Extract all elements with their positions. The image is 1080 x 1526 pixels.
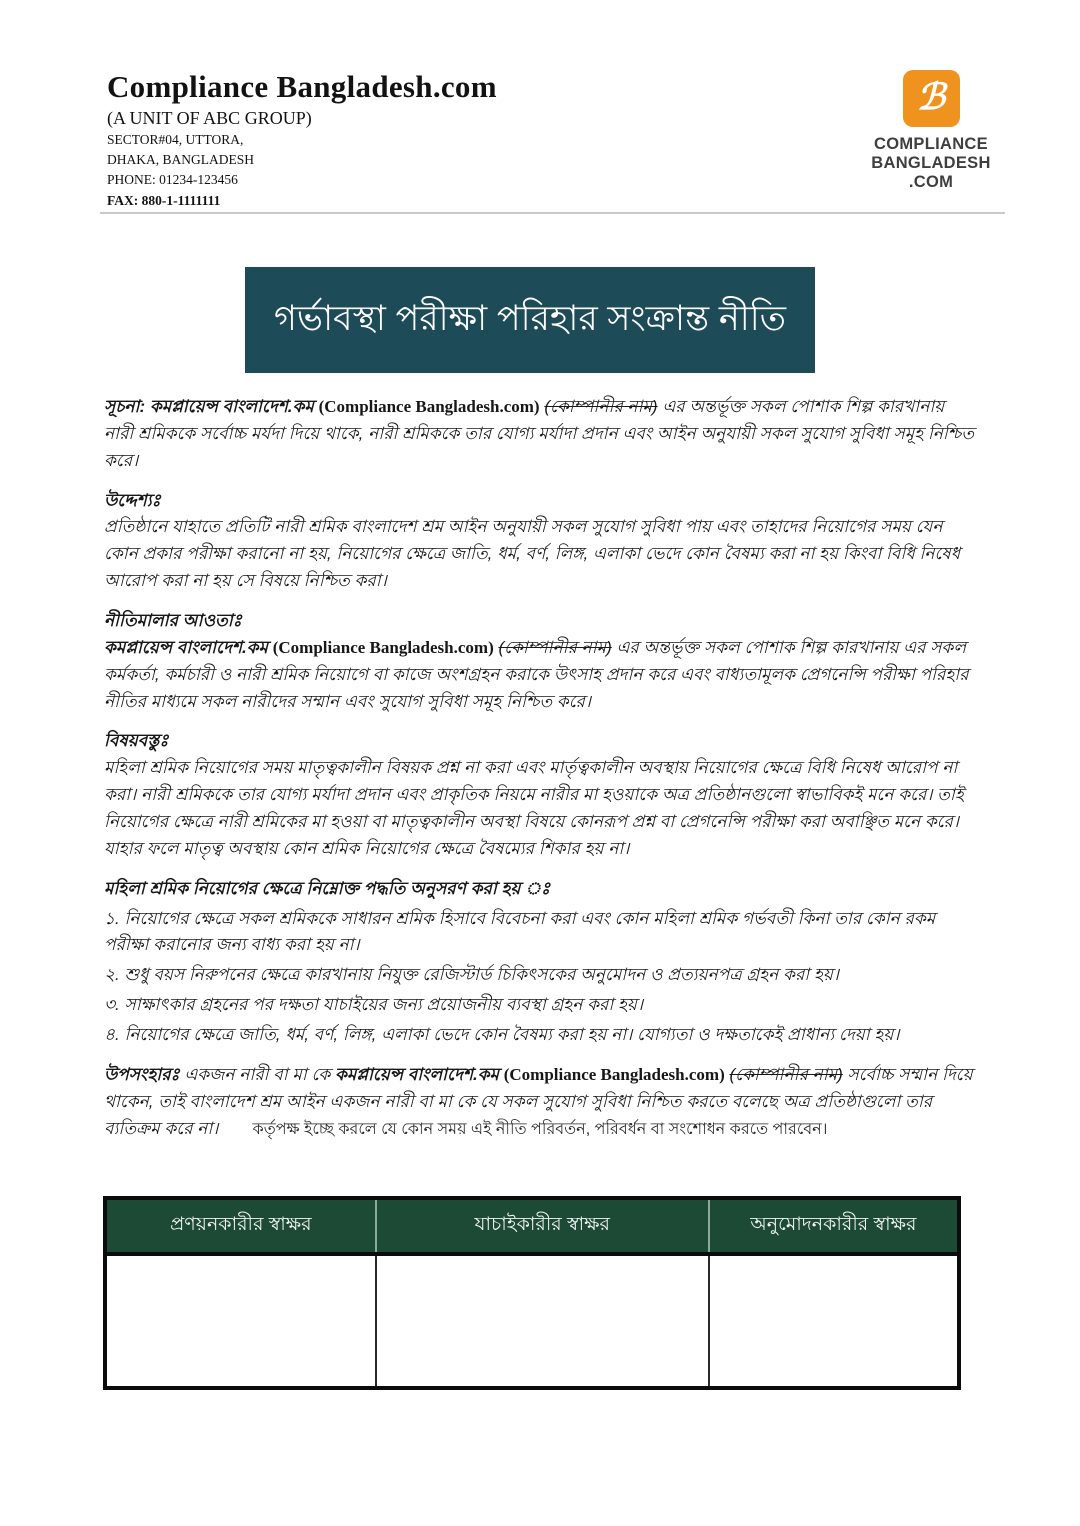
conclusion-lead: উপসংহারঃ bbox=[104, 1064, 180, 1084]
brand-logo bbox=[848, 70, 1014, 192]
signature-cell-approver bbox=[709, 1254, 959, 1388]
list-item: ২. শুধু বয়স নিরুপনের ক্ষেত্রে কারখানায় নিযুক্ত রেজিস্টার্ড চিকিৎসকের অনুমোদন ও প্রত্যয়নপত্র গ্রহন করা হয়। bbox=[104, 965, 839, 985]
conclusion-pre-text: একজন নারী বা মা কে bbox=[184, 1064, 331, 1084]
signature-table-header-row bbox=[105, 1198, 959, 1254]
procedure-list bbox=[104, 906, 977, 1049]
conclusion-text: সর্বোচ্চ সম্মান দিয়ে থাকেন, তাই বাংলাদেশ শ্রম আইন একজন নারী বা মা কে যে সকল সুযোগ সুবিধা নিশ্চিত করতে বলেছে অত্র প্রতিষ্ঠাগুলো তার ব্যতিক্রম করে না। bbox=[104, 1064, 973, 1138]
procedure-heading: মহিলা শ্রমিক নিয়োগের ক্ষেত্রে নিম্নোক্ত পদ্ধতি অনুসরণ করা হয় ঃ bbox=[104, 878, 551, 898]
phone-line: PHONE: 01234-123456 bbox=[107, 172, 238, 188]
brand-name-en: (Compliance Bangladesh.com) bbox=[503, 1064, 725, 1084]
section-heading: বিষয়বস্তুঃ bbox=[104, 731, 169, 751]
section-objective bbox=[104, 488, 977, 595]
header-divider bbox=[100, 212, 1005, 214]
intro-lead: সূচনা: কমপ্লায়েন্স বাংলাদেশ.কম bbox=[104, 397, 314, 416]
signature-table-body-row bbox=[105, 1254, 959, 1388]
subject-text: মহিলা শ্রমিক নিয়োগের সময় মাতৃত্বকালীন বিষয়ক প্রশ্ন না করা এবং মার্তৃত্বকালীন অবস্থায় নিয়োগের ক্ষেত্রে বিধি নিষেধ আরোপ না করা। নারী শ্রমিককে তার যোগ্য মর্যাদা প্রদান এবং প্রাকৃতিক নিয়মে নারীর মা হওয়াকে অত্র প্রতিষ্ঠানগুলো স্বাভাবিকই মনে করে। তাই নিয়োগের ক্ষেত্রে নারী শ্রমিকের মা হওয়া বা মাতৃত্বকালীন অবস্থা বিষয়ে কোনরূপ প্রশ্ন বা প্রেগনেন্সি পরীক্ষা করা অবাঞ্ছিত মনে করে। যাহার ফলে মাতৃত্ব অবস্থায় কোন শ্রমিক নিয়োগের ক্ষেত্রে বৈষম্যের শিকার হয় না। bbox=[104, 758, 964, 858]
logo-wordmark-line: .COM bbox=[908, 173, 954, 192]
brand-name-en: (Compliance Bangladesh.com) bbox=[272, 637, 494, 657]
letterhead bbox=[107, 70, 497, 210]
brand-name-en: (Compliance Bangladesh.com) bbox=[318, 397, 540, 416]
brand-name-bn: কমপ্লায়েন্স বাংলাদেশ.কম bbox=[104, 637, 268, 657]
policy-title: গর্ভাবস্থা পরীক্ষা পরিহার সংক্রান্ত নীতি bbox=[273, 298, 787, 338]
monogram-glyph: ℬ bbox=[916, 75, 946, 118]
list-item: ১. নিয়োগের ক্ষেত্রে সকল শ্রমিককে সাধারন শ্রমিক হিসাবে বিবেচনা করা এবং কোন মহিলা শ্রমিক গর্ভবতী কিনা তার কোন রকম পরীক্ষা করানোর জন্য বাধ্য করা হয় না। bbox=[104, 908, 936, 955]
signature-table bbox=[103, 1196, 961, 1390]
logo-wordmark-line: BANGLADESH bbox=[871, 154, 991, 173]
section-heading: উদ্দেশ্যঃ bbox=[104, 490, 161, 510]
brand-name-bn: কমপ্লায়েন্স বাংলাদেশ.কম bbox=[335, 1064, 499, 1084]
list-item: ৪. নিয়োগের ক্ষেত্রে জাতি, ধর্ম, বর্ণ, লিঙ্গ, এলাকা ভেদে কোন বৈষম্য করা হয় না। যোগ্যতা ও দক্ষতাকেই প্রাধান্য দেয়া হয়। bbox=[104, 1025, 900, 1045]
scope-body-text: এর অন্তর্ভূক্ত সকল পোশাক শিল্প কারখানায় এর সকল কর্মকর্তা, কর্মচারী ও নারী শ্রমিক নিয়োগে বা কাজে অংশগ্রহন করাকে উৎসাহ প্রদান করে এবং বাধ্যতামূলক প্রেগনেন্সি পরীক্ষা পরিহার নীতির মাধ্যমে সকল নারীদের সম্মান এবং সুযোগ সুবিধা সমূহ নিশ্চিত করে। bbox=[104, 637, 969, 711]
section-scope bbox=[104, 608, 977, 715]
logo-wordmark bbox=[848, 135, 1014, 192]
scope-text bbox=[104, 635, 977, 716]
fax-line: FAX: 880-1-1111111 bbox=[107, 192, 221, 208]
section-subject bbox=[104, 728, 977, 862]
address-line-2: DHAKA, BANGLADESH bbox=[107, 152, 254, 168]
policy-title-banner bbox=[245, 267, 815, 373]
objective-text: প্রতিষ্ঠানে যাহাতে প্রতিটি নারী শ্রমিক বাংলাদেশ শ্রম আইন অনুযায়ী সকল সুযোগ সুবিধা পায় এবং তাহাদের নিয়োগের সময় যেন কোন প্রকার পরীক্ষা করানো না হয়, নিয়োগের ক্ষেত্রে জাতি, ধর্ম, বর্ণ, লিঙ্গ, এলাকা ভেদে কোন বৈষম্য করা না হয় কিংবা বিধি নিষেধ আরোপ করা না হয় সে বিষয়ে নিশ্চিত করা। bbox=[104, 517, 961, 591]
signature-header-verifier: যাচাইকারীর স্বাক্ষর bbox=[376, 1198, 709, 1254]
intro-text: এর অন্তর্ভূক্ত সকল পোশাক শিল্প কারখানায় নারী শ্রমিককে সর্বোচ্চ মর্যদা দিয়ে থাকে, নারী শ্রমিককে তার যোগ্য মর্যাদা প্রদান এবং আইন অনুযায়ী সকল সুযোগ সুবিধা সমূহ নিশ্চিত করে। bbox=[104, 397, 974, 470]
section-procedure bbox=[104, 876, 977, 1049]
brand-monogram-icon bbox=[903, 70, 960, 127]
company-unit-line: (A UNIT OF ABC GROUP) bbox=[107, 108, 312, 129]
signature-cell-verifier bbox=[376, 1254, 709, 1388]
list-item: ৩. সাক্ষাৎকার গ্রহনের পর দক্ষতা যাচাইয়ের জন্য প্রয়োজনীয় ব্যবস্থা গ্রহন করা হয়। bbox=[104, 995, 644, 1015]
section-heading: নীতিমালার আওতাঃ bbox=[104, 611, 242, 631]
signature-cell-preparer bbox=[105, 1254, 376, 1388]
section-intro bbox=[104, 394, 977, 475]
address-line-1: SECTOR#04, UTTORA, bbox=[107, 132, 244, 148]
logo-wordmark-line: COMPLIANCE bbox=[874, 135, 988, 153]
policy-body bbox=[104, 394, 977, 1155]
strikethrough-company-placeholder: (কোম্পানীর নাম) bbox=[544, 397, 658, 416]
company-name: Compliance Bangladesh.com bbox=[107, 69, 497, 104]
strikethrough-company-placeholder: (কোম্পানীর নাম) bbox=[729, 1064, 843, 1084]
strikethrough-company-placeholder: (কোম্পানীর নাম) bbox=[498, 637, 612, 657]
signature-header-approver: অনুমোদনকারীর স্বাক্ষর bbox=[709, 1198, 959, 1254]
signature-header-preparer: প্রণয়নকারীর স্বাক্ষর bbox=[105, 1198, 376, 1254]
revision-note: কর্তৃপক্ষ ইচ্ছে করলে যে কোন সময় এই নীতি পরিবর্তন, পরিবর্ধন বা সংশোধন করতে পারবেন। bbox=[252, 1121, 828, 1138]
